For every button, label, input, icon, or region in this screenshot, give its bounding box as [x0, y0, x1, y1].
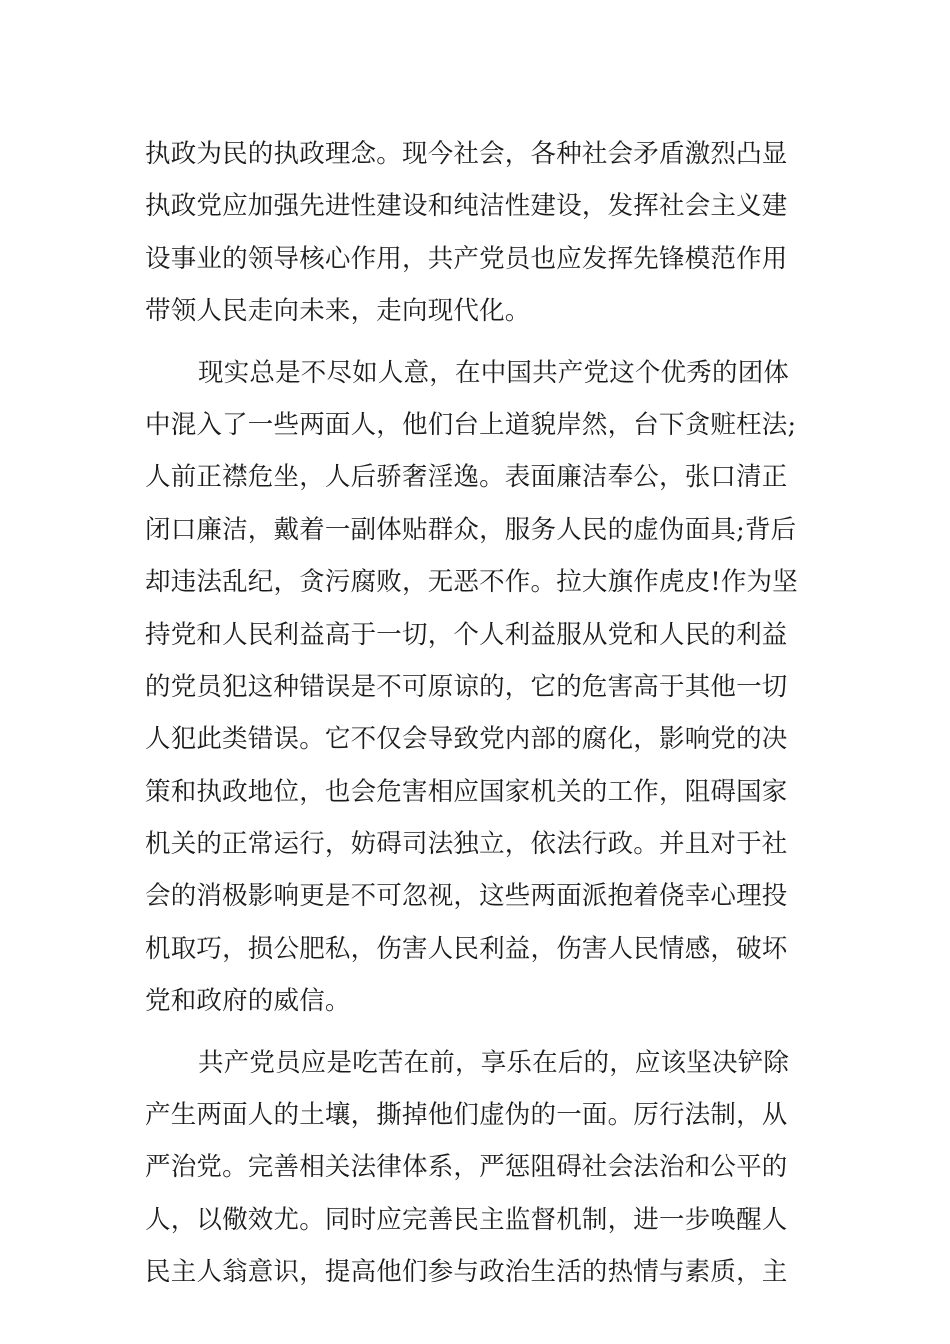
text-line: 持党和人民利益高于一切，个人利益服从党和人民的利益	[145, 619, 788, 650]
text-line: 机关的正常运行，妨碍司法独立，依法行政。并且对于社	[145, 829, 788, 860]
text-line: 产生两面人的土壤，撕掉他们虚伪的一面。厉行法制，从	[145, 1100, 788, 1131]
text-line: 闭口廉洁，戴着一副体贴群众，服务人民的虚伪面具;背后	[145, 514, 797, 545]
text-line: 执政党应加强先进性建设和纯洁性建设，发挥社会主义建	[145, 191, 788, 222]
text-line: 严治党。完善相关法律体系，严惩阻碍社会法治和公平的	[145, 1152, 788, 1183]
text-line: 人犯此类错误。它不仅会导致党内部的腐化，影响党的决	[145, 724, 788, 755]
paragraph-gap	[145, 1028, 810, 1037]
text-line: 民主人翁意识，提高他们参与政治生活的热情与素质，主	[145, 1257, 788, 1288]
text-line: 党和政府的威信。	[145, 986, 351, 1017]
text-line: 人，以儆效尤。同时应完善民主监督机制，进一步唤醒人	[145, 1204, 788, 1235]
paragraph-2	[145, 347, 810, 1028]
text-line: 带领人民走向未来，走向现代化。	[145, 296, 531, 327]
body-text	[145, 128, 810, 1299]
text-line: 人前正襟危坐，人后骄奢淫逸。表面廉洁奉公，张口清正	[145, 462, 788, 493]
text-line: 现实总是不尽如人意，在中国共产党这个优秀的团体	[198, 357, 790, 388]
text-line: 共产党员应是吃苦在前，享乐在后的，应该坚决铲除	[198, 1047, 790, 1078]
paragraph-gap	[145, 338, 810, 347]
text-line: 却违法乱纪，贪污腐败，无恶不作。拉大旗作虎皮!作为坚	[145, 567, 798, 598]
text-line: 中混入了一些两面人，他们台上道貌岸然，台下贪赃枉法;	[145, 409, 797, 440]
text-line: 执政为民的执政理念。现今社会，各种社会矛盾激烈凸显	[145, 139, 788, 169]
text-line: 策和执政地位，也会危害相应国家机关的工作，阻碍国家	[145, 776, 788, 807]
text-line: 的党员犯这种错误是不可原谅的，它的危害高于其他一切	[145, 671, 788, 702]
paragraph-3	[145, 1037, 810, 1299]
text-line: 设事业的领导核心作用，共产党员也应发挥先锋模范作用	[145, 243, 788, 274]
text-line: 机取巧，损公肥私，伤害人民利益，伤害人民情感，破坏	[145, 933, 788, 964]
paragraph-1	[145, 128, 810, 338]
text-line: 会的消极影响更是不可忽视，这些两面派抱着侥幸心理投	[145, 881, 788, 912]
